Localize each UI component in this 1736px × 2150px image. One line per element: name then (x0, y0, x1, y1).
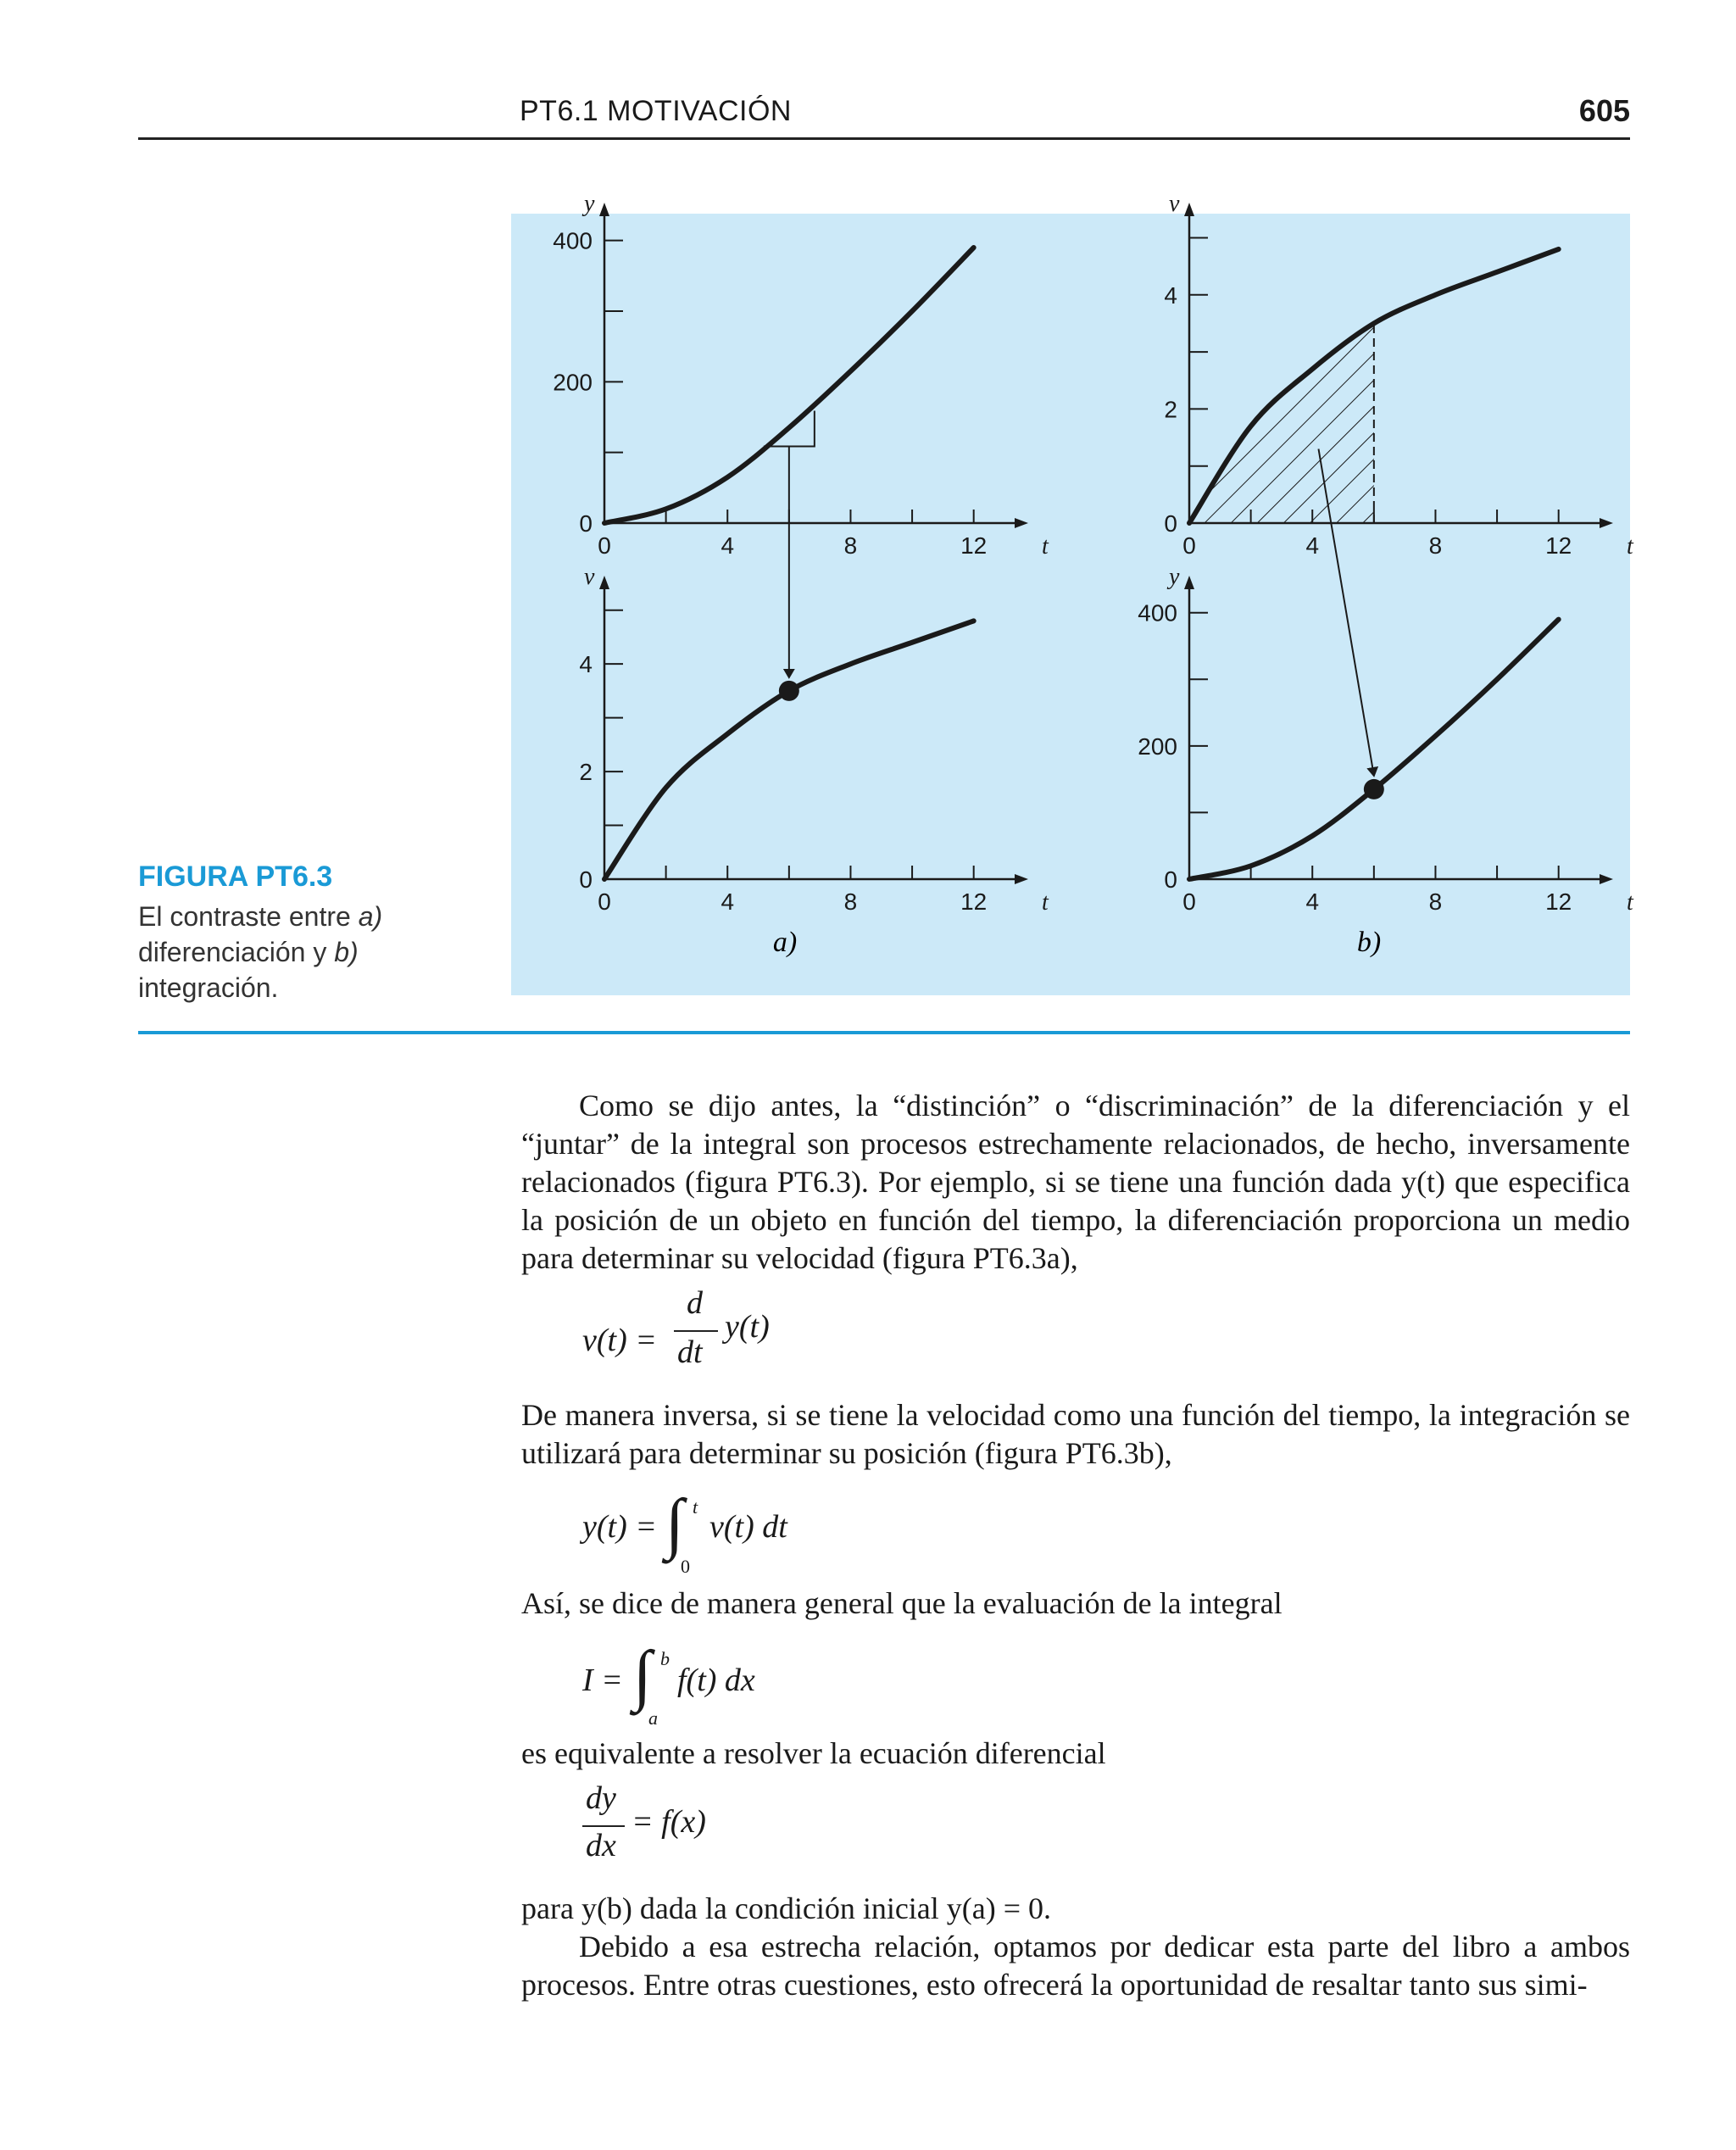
y-axis-label: v (1169, 191, 1180, 217)
y-axis-label: y (584, 191, 595, 217)
paragraph: Debido a esa estrecha relación, optamos por dedicar esta parte del libro a ambos procesos. Entre otras cuestiones, esto ofrecerá la oportunidad de resaltar tanto sus simi- (521, 1930, 1630, 2002)
x-axis-arrow (1015, 518, 1028, 528)
y-tick-label: 2 (1164, 396, 1177, 423)
y-tick-label: 200 (1138, 732, 1177, 760)
x-tick-label: 4 (721, 888, 735, 915)
equation-integral-definite: I = ∫ b a f(t) dx (582, 1638, 755, 1729)
running-head: PT6.1 MOTIVACIÓN (520, 95, 792, 127)
body-text (521, 1087, 1630, 2004)
x-tick-label: 4 (1305, 532, 1320, 559)
y-axis-label: y (1169, 564, 1180, 590)
y-tick-label: 0 (579, 866, 593, 893)
paragraph: para y(b) dada la condición inicial y(a) = 0. (521, 1891, 1052, 1925)
y-axis-label: v (584, 564, 595, 590)
x-tick-label: 0 (598, 888, 611, 915)
paragraph: Como se dijo antes, la “distinción” o “discriminación” de la diferenciación y el “juntar” de la integral son procesos estrechamente relacionados, de hecho, inversamente relacionados (figura PT6.3). Por ejemplo, si se tiene una función dada y(t) que especifica la posición de un objeto en función del tiempo, la diferenciación proporciona un medio para determinar su velocidad (figura PT6.3a), (521, 1089, 1630, 1275)
x-tick-label: 0 (598, 532, 611, 559)
y-tick-label: 4 (1164, 281, 1177, 309)
figure-divider (138, 1031, 1630, 1034)
paragraph: es equivalente a resolver la ecuación diferencial (521, 1736, 1106, 1770)
y-tick-label: 4 (579, 651, 593, 678)
x-tick-label: 12 (1545, 532, 1572, 559)
x-axis-label: t (1042, 889, 1049, 916)
x-axis-arrow (1600, 874, 1613, 884)
x-tick-label: 12 (1545, 888, 1572, 915)
x-axis-arrow (1015, 874, 1028, 884)
figure-panel (511, 191, 1633, 995)
x-tick-label: 8 (1428, 888, 1443, 915)
y-axis-arrow (599, 576, 609, 589)
y-axis-arrow (1184, 203, 1194, 216)
highlight-point (1364, 779, 1384, 799)
equation-derivative: v(t) = d dt y(t) (582, 1285, 770, 1370)
x-tick-label: 12 (960, 532, 988, 559)
y-tick-label: 0 (579, 510, 593, 537)
page-number: 605 (1578, 93, 1630, 128)
x-tick-label: 8 (1428, 532, 1443, 559)
x-axis-label: t (1627, 533, 1633, 560)
figure-svg (511, 191, 1633, 995)
y-tick-label: 2 (579, 759, 593, 786)
page-header (138, 93, 1630, 140)
panel-a-label: a) (772, 927, 798, 958)
x-tick-label: 8 (843, 532, 858, 559)
x-axis-label: t (1627, 889, 1633, 916)
equation-integral-position: y(t) = ∫ t 0 v(t) dt (582, 1486, 787, 1577)
y-tick-label: 400 (1138, 599, 1177, 627)
x-tick-label: 12 (960, 888, 988, 915)
equation-differential: dy dx = f(x) (582, 1783, 1630, 1883)
y-axis-arrow (599, 203, 609, 216)
y-axis-arrow (1184, 576, 1194, 589)
data-curve (1189, 620, 1559, 879)
shaded-area (1189, 323, 1374, 523)
y-tick-label: 0 (1164, 510, 1177, 537)
y-tick-label: 200 (553, 369, 593, 396)
x-tick-label: 8 (843, 888, 858, 915)
highlight-point (779, 681, 799, 701)
x-tick-label: 0 (1182, 532, 1196, 559)
y-tick-label: 0 (1164, 866, 1177, 893)
panel-b-label: b) (1356, 927, 1382, 958)
x-tick-label: 4 (721, 532, 735, 559)
paragraph: Así, se dice de manera general que la evaluación de la integral (521, 1586, 1283, 1620)
x-axis-label: t (1042, 533, 1049, 560)
y-tick-label: 400 (553, 227, 593, 254)
figure-caption (138, 861, 392, 1005)
figure-label: FIGURA PT6.3 (138, 861, 333, 893)
x-axis-arrow (1600, 518, 1613, 528)
paragraph: De manera inversa, si se tiene la velocidad como una función del tiempo, la integración se utilizará para determinar su posición (figura PT6.3b), (521, 1398, 1630, 1470)
x-tick-label: 4 (1305, 888, 1320, 915)
caption-text: El contraste entre a) diferenciación y b) integración. (138, 901, 383, 1003)
x-tick-label: 0 (1182, 888, 1196, 915)
